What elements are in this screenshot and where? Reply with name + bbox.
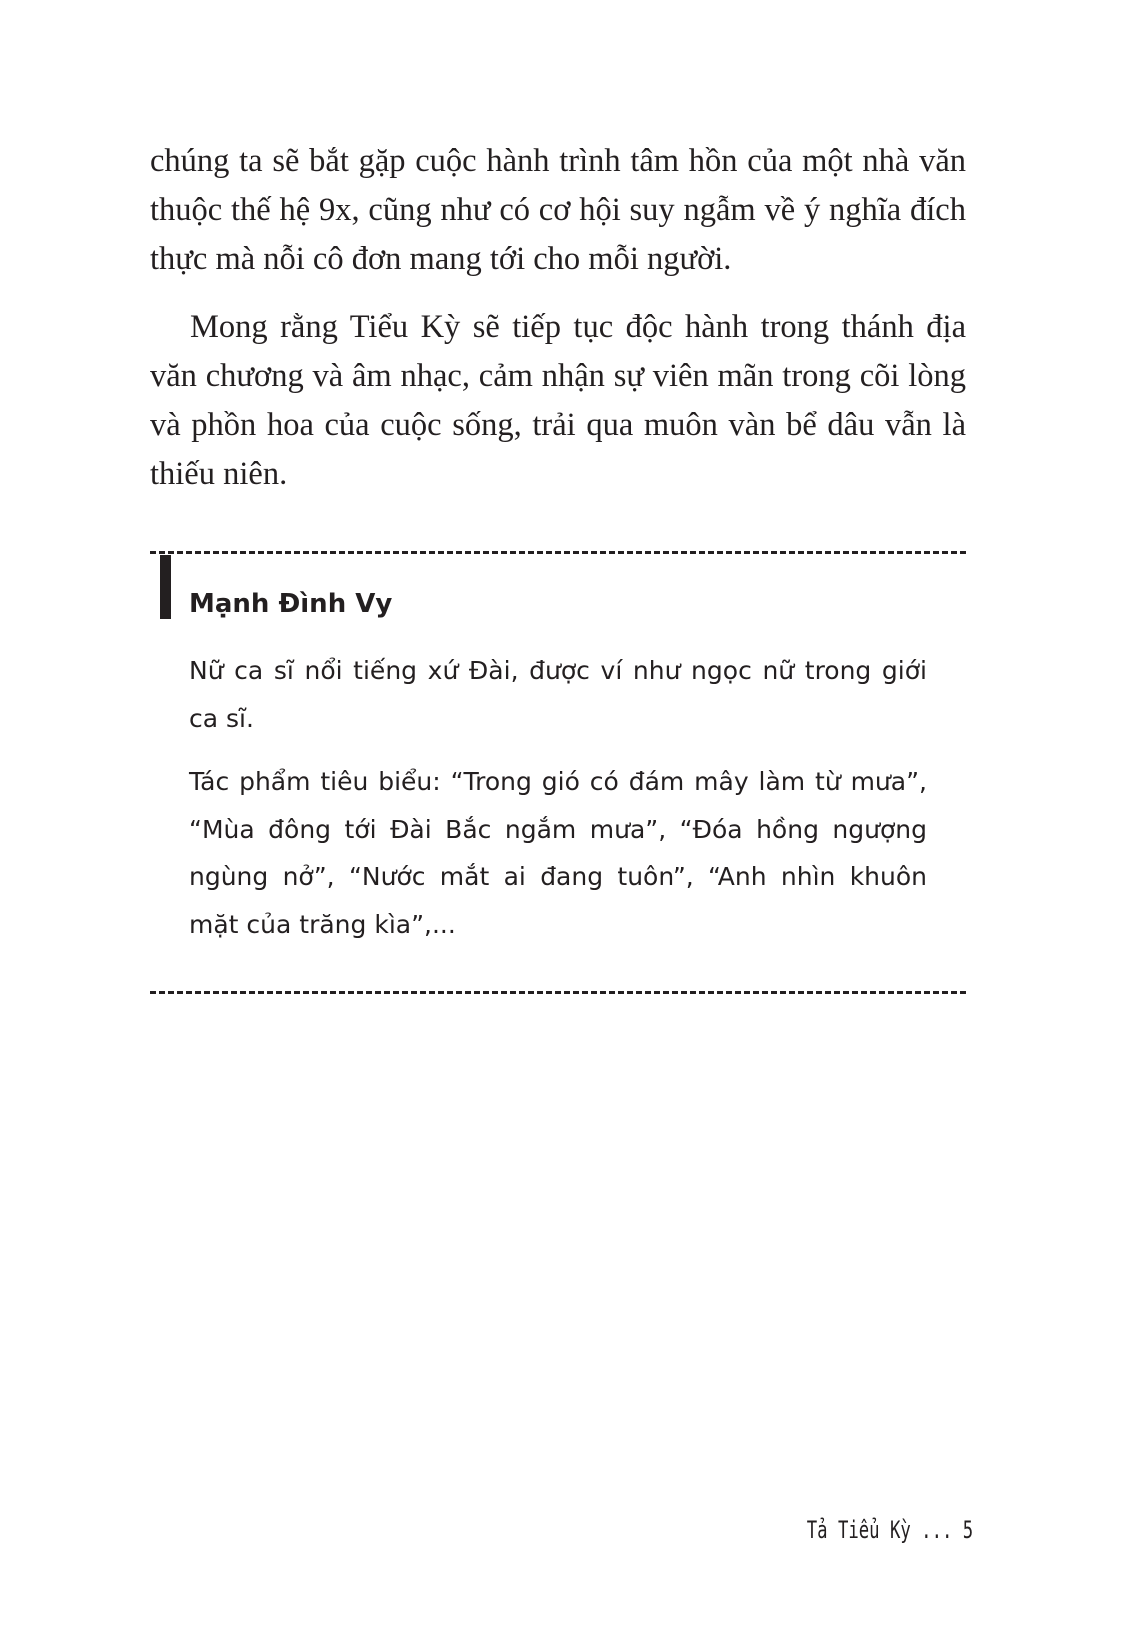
note-box-accent-bar [160, 555, 171, 619]
note-box-paragraph-1: Nữ ca sĩ nổi tiếng xứ Đài, được ví như ngọc nữ trong giới ca sĩ. [189, 656, 927, 733]
note-box-bottom-divider [150, 991, 966, 994]
note-box-title: Mạnh Đình Vy [189, 589, 393, 619]
note-box-top-divider [150, 551, 966, 554]
body-paragraph-1: chúng ta sẽ bắt gặp cuộc hành trình tâm hồn của một nhà văn thuộc thế hệ 9x, cũng như có cơ hội suy ngẫm về ý nghĩa đích thực mà nỗi cô đơn mang tới cho mỗi người. [150, 143, 966, 277]
note-box-paragraph-2: Tác phẩm tiêu biểu: “Trong gió có đám mây làm từ mưa”, “Mùa đông tới Đài Bắc ngắm mưa”, “Đóa hồng ngượng ngùng nở”, “Nước mắt ai đang tuôn”, “Anh nhìn khuôn mặt của trăng kìa”,... [189, 767, 927, 939]
page-footer-running-title: Tả Tiểu Kỳ ... 5 [806, 1516, 973, 1544]
body-paragraph-2: Mong rằng Tiểu Kỳ sẽ tiếp tục độc hành trong thánh địa văn chương và âm nhạc, cảm nhận sự viên mãn trong cõi lòng và phồn hoa của cuộc sống, trải qua muôn vàn bể dâu vẫn là thiếu niên. [150, 309, 966, 492]
